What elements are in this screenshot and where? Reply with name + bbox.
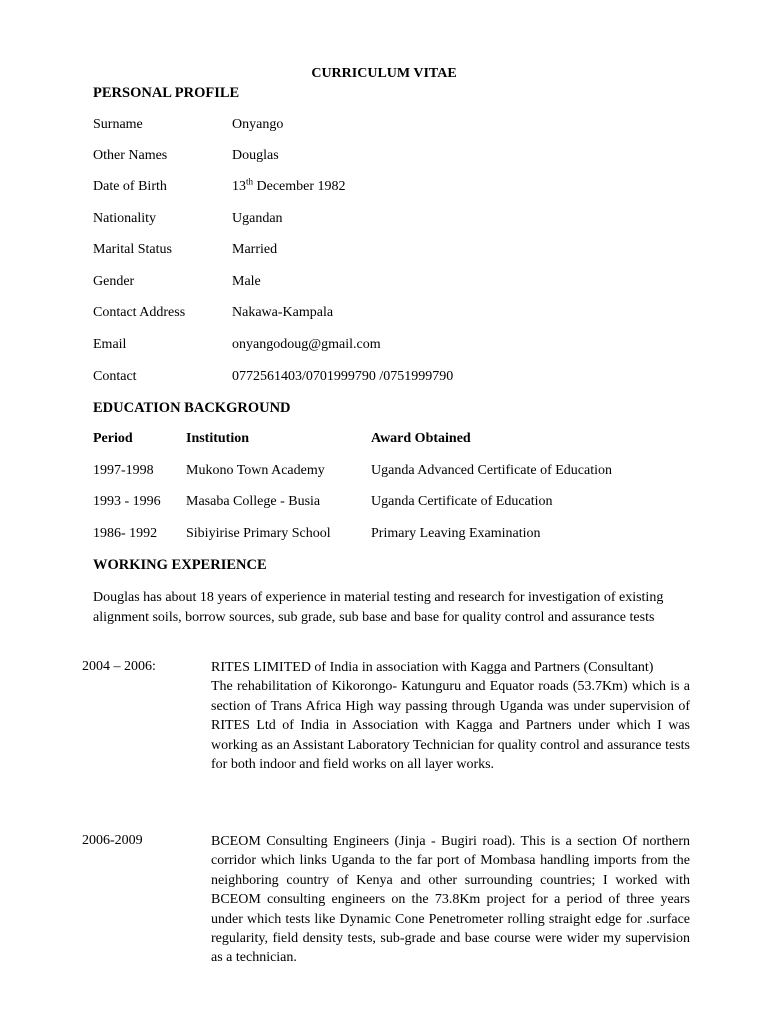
profile-label: Contact Address (93, 305, 186, 320)
job-description: BCEOM Consulting Engineers (Jinja - Bugiri road). This is a section Of northern corridor which links Uganda to the far port of Mombasa handling imports from the neighboring country of Kenya and other surrounding countries; I worked with BCEOM consulting engineers on the 73.8Km project for a period of three years under which tests like Dynamic Cone Penetrometer rolling straight edge for .surface regularity, field density tests, sub-grade and base course were wider my supervision as a technician. (211, 834, 690, 966)
profile-value: onyangodoug@gmail.com (232, 337, 381, 352)
profile-value: Ugandan (232, 211, 283, 226)
profile-label: Surname (93, 117, 143, 132)
document-title: CURRICULUM VITAE (311, 66, 457, 81)
profile-label: Nationality (93, 211, 156, 226)
profile-label: Contact (93, 369, 137, 384)
job-description: The rehabilitation of Kikorongo- Katunguru and Equator roads (53.7Km) which is a section of Trans Africa High way passing through Uganda was under supervision of RITES Ltd of India in Association with Kagga and Partners under which I was working as an Assistant Laboratory Technician for quality control and assurance tests for both indoor and field works on all layer works. (211, 679, 690, 773)
job-entry (211, 832, 690, 968)
profile-value: Nakawa-Kampala (232, 305, 334, 320)
experience-summary: Douglas has about 18 years of experience in material testing and research for investigation of existing alignment soils, borrow sources, sub grade, sub base and base for quality control and assurance tests (93, 590, 664, 625)
education-award: Uganda Certificate of Education (371, 494, 553, 509)
education-institution: Masaba College - Busia (186, 494, 321, 509)
education-institution: Mukono Town Academy (186, 463, 325, 478)
education-period: 1986- 1992 (93, 526, 158, 541)
education-award: Primary Leaving Examination (371, 526, 541, 541)
job-period: 2006-2009 (82, 833, 143, 848)
column-header-institution: Institution (186, 431, 250, 446)
profile-value: Male (232, 274, 261, 289)
profile-label: Gender (93, 274, 135, 289)
education-award: Uganda Advanced Certificate of Education (371, 463, 613, 478)
profile-label: Email (93, 337, 127, 352)
experience-heading: WORKING EXPERIENCE (93, 557, 267, 573)
education-period: 1997-1998 (93, 463, 154, 478)
education-period: 1993 - 1996 (93, 494, 161, 509)
education-heading: EDUCATION BACKGROUND (93, 400, 291, 416)
job-employer: RITES LIMITED of India in association with Kagga and Partners (Consultant) (211, 660, 654, 675)
dob-day: 13 (232, 179, 246, 194)
dob-rest: December 1982 (253, 179, 346, 194)
dob-suffix: th (246, 176, 254, 187)
profile-label: Date of Birth (93, 179, 167, 194)
profile-value: 0772561403/0701999790 /0751999790 (232, 369, 454, 384)
profile-value (232, 176, 346, 195)
personal-profile-heading: PERSONAL PROFILE (93, 85, 240, 101)
profile-value: Married (232, 242, 278, 257)
column-header-period: Period (93, 431, 133, 446)
job-entry (211, 658, 690, 774)
profile-value: Onyango (232, 117, 284, 132)
column-header-award: Award Obtained (371, 431, 471, 446)
profile-label: Other Names (93, 148, 168, 163)
education-institution: Sibiyirise Primary School (186, 526, 331, 541)
profile-label: Marital Status (93, 242, 172, 257)
profile-value: Douglas (232, 148, 279, 163)
job-period: 2004 – 2006: (82, 659, 156, 674)
